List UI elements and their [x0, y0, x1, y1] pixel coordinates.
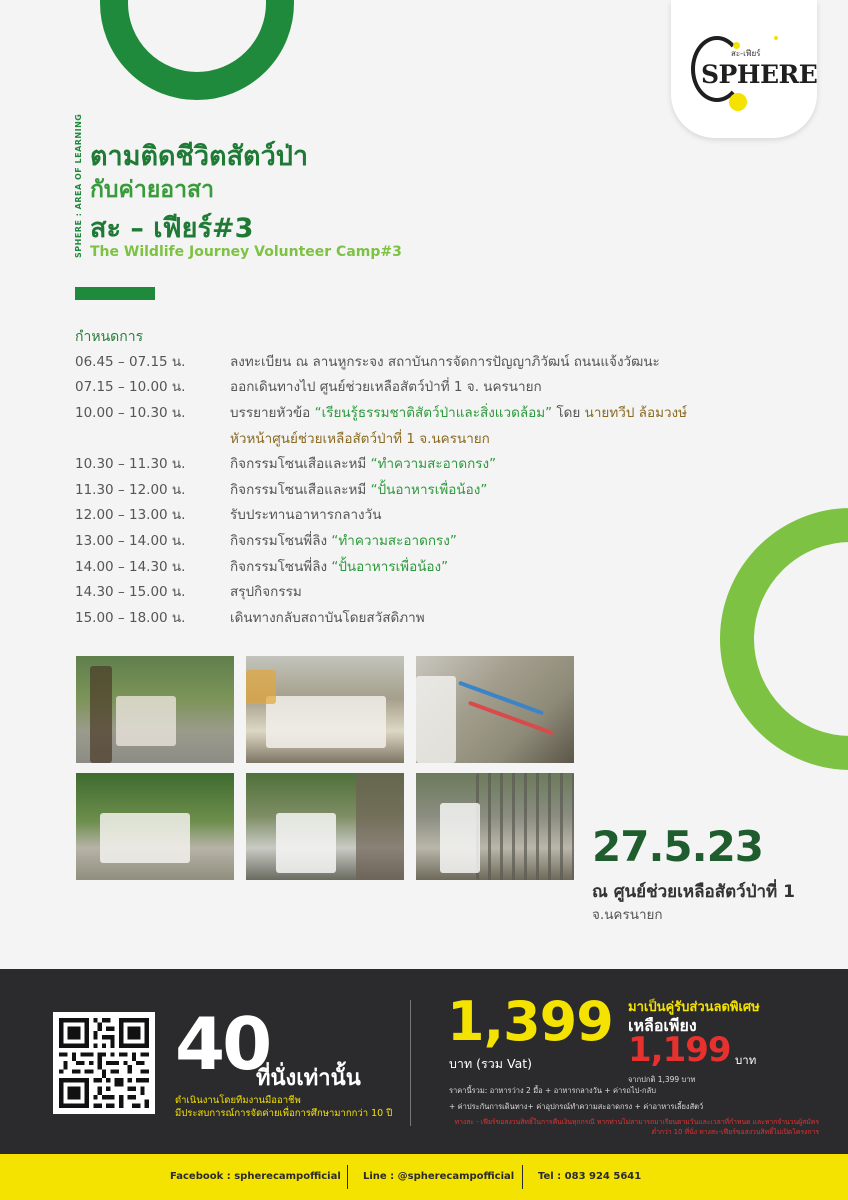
schedule-row [75, 348, 755, 374]
schedule-row [75, 527, 755, 553]
schedule-activity-pre: กิจกรรมโซนพี่ลิง [230, 558, 332, 575]
schedule-activity [230, 375, 755, 397]
english-title: The Wildlife Journey Volunteer Camp#3 [90, 244, 402, 260]
schedule-activity-hl2: นายทวีป ล้อมวงษ์ [584, 404, 688, 421]
schedule-activity-hl: “ปั้นอาหารเพื่อน้อง” [331, 558, 449, 575]
sphere-logo [671, 0, 817, 138]
logo-dot [733, 42, 740, 49]
photo-feeding-activity [246, 773, 404, 880]
special-price-unit: บาท [735, 1053, 757, 1067]
seats-number: 40 [175, 1002, 270, 1086]
line-link[interactable]: Line : @spherecampofficial [363, 1171, 515, 1182]
schedule-activity [230, 580, 755, 602]
footer-divider [347, 1165, 348, 1189]
seats-text: ที่นั่งเท่านั้น [256, 1066, 361, 1091]
phone-link[interactable]: Tel : 083 924 5641 [538, 1171, 642, 1182]
schedule-activity [230, 529, 755, 551]
title-line-2: กับค่ายอาสา [90, 177, 214, 203]
event-province: จ.นครนายก [592, 907, 663, 923]
schedule-time: 06.45 – 07.15 น. [75, 353, 186, 370]
logo-dot [774, 36, 778, 40]
schedule-activity [230, 478, 755, 500]
title-underline-bar [75, 287, 155, 300]
photo-cage-feeding [416, 773, 574, 880]
event-date: 27.5.23 [592, 822, 764, 871]
includes-line-2: + ค่าประกันการเดินทาง+ ค่าอุปกรณ์ทำความสะอาดกรง + ค่าอาหารเลี้ยงสัตว์ [449, 1102, 704, 1111]
title-line-3: สะ – เฟียร์#3 [90, 213, 254, 244]
schedule-activity-pre: ออกเดินทางไป ศูนย์ช่วยเหลือสัตว์ป่าที่ 1 จ. นครนายก [230, 379, 542, 396]
organizer-note [175, 1094, 392, 1120]
schedule-row [75, 399, 755, 425]
schedule-activity-pre: สรุปกิจกรรม [230, 584, 302, 601]
schedule-activity [230, 555, 755, 577]
logo-wordmark: SPHERE [701, 60, 818, 89]
schedule-activity-pre: กิจกรรมโซนเสือและหมี [230, 481, 371, 498]
schedule-row [75, 425, 755, 451]
schedule-row [75, 604, 755, 630]
schedule-activity [230, 401, 755, 423]
schedule-activity [230, 503, 755, 525]
schedule-list [75, 348, 755, 630]
organizer-line-2: มีประสบการณ์การจัดค่ายเพื่อการศึกษามากกว่า 10 ปี [175, 1108, 393, 1119]
schedule-activity [230, 427, 755, 449]
schedule-time: 14.30 – 15.00 น. [75, 584, 186, 601]
divider [410, 1000, 411, 1126]
schedule-activity [230, 606, 755, 628]
includes-line-1: ราคานี้รวม: อาหารว่าง 2 มื้อ + อาหารกลางวัน + ค่ารถไป-กลับ [449, 1086, 656, 1095]
refund-note: ทางสะ - เฟียร์ขอสงวนสิทธิ์ในการคืนเงินทุกกรณี หากท่านไม่สามารถมาเรียนตามวันและเวลาที่กำหนด และหากจำนวนผู้สมัครต่ำกว่า 10 ที่นั่ง ทางสะ-เฟียร์ขอสงวนสิทธิ์ไม่เปิดโครงการ [454, 1118, 819, 1136]
schedule-activity-hl: “ทำความสะอาดกรง” [370, 456, 497, 473]
schedule-activity-pre: เดินทางกลับสถาบันโดยสวัสดิภาพ [230, 609, 425, 626]
schedule-row [75, 374, 755, 400]
logo-dot [729, 93, 747, 111]
schedule-time: 12.00 – 13.00 น. [75, 507, 186, 524]
schedule-row [75, 450, 755, 476]
footer-divider [522, 1165, 523, 1189]
schedule-time: 14.00 – 14.30 น. [75, 558, 186, 575]
photo-cleaning-enclosure [416, 656, 574, 763]
price: 1,399 [447, 990, 613, 1053]
photo-group-volunteers [76, 656, 234, 763]
logo-thai-text: สะ-เฟียร์ [731, 49, 761, 58]
event-venue: ณ ศูนย์ช่วยเหลือสัตว์ป่าที่ 1 [592, 882, 796, 902]
schedule-time: 11.30 – 12.00 น. [75, 481, 186, 498]
schedule-time: 13.00 – 14.00 น. [75, 532, 186, 549]
qr-code[interactable] [53, 1012, 155, 1114]
schedule-activity-pre: บรรยายหัวข้อ [230, 404, 315, 421]
organizer-line-1: ดำเนินงานโดยทีมงานมืออาชีพ [175, 1095, 301, 1106]
schedule-activity-pre: กิจกรรมโซนเสือและหมี [230, 456, 371, 473]
schedule-time: 10.30 – 11.30 น. [75, 456, 186, 473]
facebook-link[interactable]: Facebook : spherecampofficial [170, 1171, 341, 1182]
price-unit: บาท (รวม Vat) [449, 1056, 533, 1071]
schedule-time: 15.00 – 18.00 น. [75, 609, 186, 626]
decorative-ring-top [100, 0, 294, 100]
schedule-activity-pre: หัวหน้าศูนย์ช่วยเหลือสัตว์ป่าที่ 1 จ.นครนายก [230, 430, 490, 447]
schedule-activity-hl: “ปั้นอาหารเพื่อน้อง” [370, 481, 488, 498]
side-label: SPHERE : AREA OF LEARNING [74, 113, 83, 258]
special-offer-only: เหลือเพียง [628, 1016, 697, 1035]
schedule-activity-pre: ลงทะเบียน ณ ลานหูกระจง สถาบันการจัดการปัญญาภิวัฒน์ ถนนแจ้งวัฒนะ [230, 353, 660, 370]
qr-code-icon [59, 1018, 149, 1108]
special-price: 1,199 [628, 1030, 731, 1070]
schedule-heading: กำหนดการ [75, 329, 144, 345]
photo-volunteers-row [246, 656, 404, 763]
schedule-activity-post: โดย [552, 404, 585, 421]
schedule-row [75, 502, 755, 528]
schedule-time: 10.00 – 10.30 น. [75, 404, 186, 421]
normal-price: จากปกติ 1,399 บาท [628, 1075, 696, 1084]
schedule-activity-hl: “เรียนรู้ธรรมชาติสัตว์ป่าและสิ่งแวดล้อม” [314, 404, 553, 421]
schedule-row [75, 578, 755, 604]
schedule-time: 07.15 – 10.00 น. [75, 379, 186, 396]
schedule-activity-hl: “ทำความสะอาดกรง” [331, 532, 457, 549]
schedule-activity [230, 452, 755, 474]
schedule-activity-pre: กิจกรรมโซนพี่ลิง [230, 532, 332, 549]
photo-gallery [76, 656, 574, 880]
special-offer-heading: มาเป็นคู่รับส่วนลดพิเศษ [628, 1000, 760, 1015]
photo-group-walking [76, 773, 234, 880]
schedule-row [75, 476, 755, 502]
title-line-1: ตามติดชีวิตสัตว์ป่า [90, 141, 309, 172]
schedule-row [75, 553, 755, 579]
schedule-activity [230, 350, 755, 372]
schedule-activity-pre: รับประทานอาหารกลางวัน [230, 507, 382, 524]
